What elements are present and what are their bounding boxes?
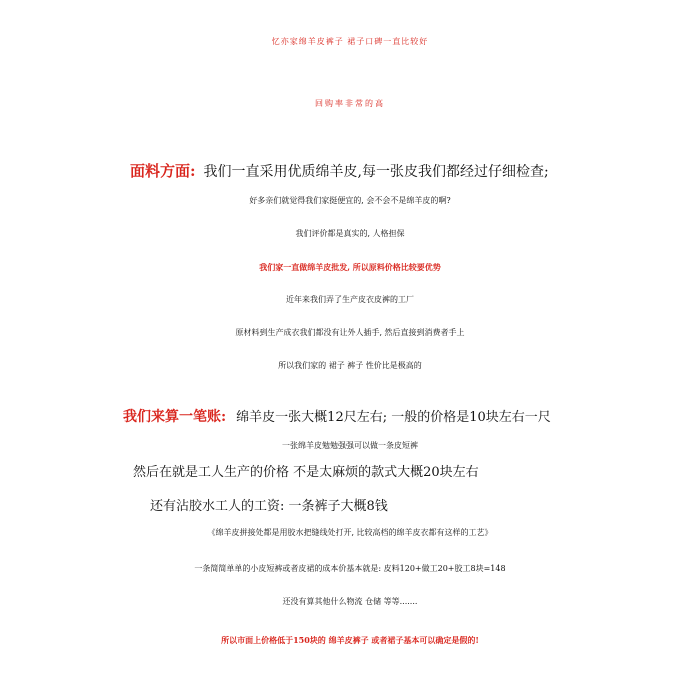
wholesale-line-1: 近年来我们弄了生产皮衣皮裤的工厂 bbox=[286, 295, 414, 304]
fabric-line-3: 我们评价都是真实的, 人格担保 bbox=[295, 229, 405, 238]
wholesale-line-3: 所以我们家的 裙子 裤子 性价比是极高的 bbox=[278, 361, 422, 370]
calc-text: 绵羊皮一张大概12尺左右; 一般的价格是10块左右一尺 bbox=[236, 410, 551, 425]
calc-line-7: 还没有算其他什么物流 仓储 等等....... bbox=[282, 597, 418, 606]
calc-line-6: 一条简简单单的小皮短裤或者皮裙的成本价基本就是: 皮料120+做工20+胶工8块=148 bbox=[194, 564, 506, 573]
conclusion-line: 所以市面上价格低于150块的 绵羊皮裤子 或者裙子基本可以确定是假的! bbox=[221, 635, 479, 645]
title-line-1: 忆亦家绵羊皮裤子 裙子口碑一直比较好 bbox=[271, 37, 429, 46]
title-line-2: 回购率非常的高 bbox=[315, 99, 385, 108]
fabric-row bbox=[130, 164, 549, 179]
fabric-text: 我们一直采用优质绵羊皮,每一张皮我们都经过仔细检查; bbox=[203, 164, 549, 180]
wholesale-headline: 我们家一直做绵羊皮批发, 所以原料价格比较要优势 bbox=[259, 262, 441, 272]
calc-line-4: 还有沾胶水工人的工资: 一条裤子大概8钱 bbox=[150, 499, 388, 514]
fabric-line-2: 好多亲们就觉得我们家挺便宜的, 会不会不是绵羊皮的啊? bbox=[249, 196, 451, 205]
fabric-label: 面料方面: bbox=[130, 162, 196, 180]
calc-label: 我们来算一笔账: bbox=[123, 409, 227, 425]
calc-line-2: 一张绵羊皮勉勉强强可以做一条皮短裤 bbox=[282, 441, 418, 450]
calc-row bbox=[123, 410, 551, 424]
calc-line-3: 然后在就是工人生产的价格 不是太麻烦的款式大概20块左右 bbox=[133, 465, 479, 480]
wholesale-line-2: 原材料到生产成衣我们都没有让外人插手, 然后直接到消费者手上 bbox=[235, 328, 465, 337]
calc-line-5: 《绵羊皮拼接处都是用胶水把缝线处打开, 比较高档的绵羊皮衣都有这样的工艺》 bbox=[207, 528, 493, 537]
